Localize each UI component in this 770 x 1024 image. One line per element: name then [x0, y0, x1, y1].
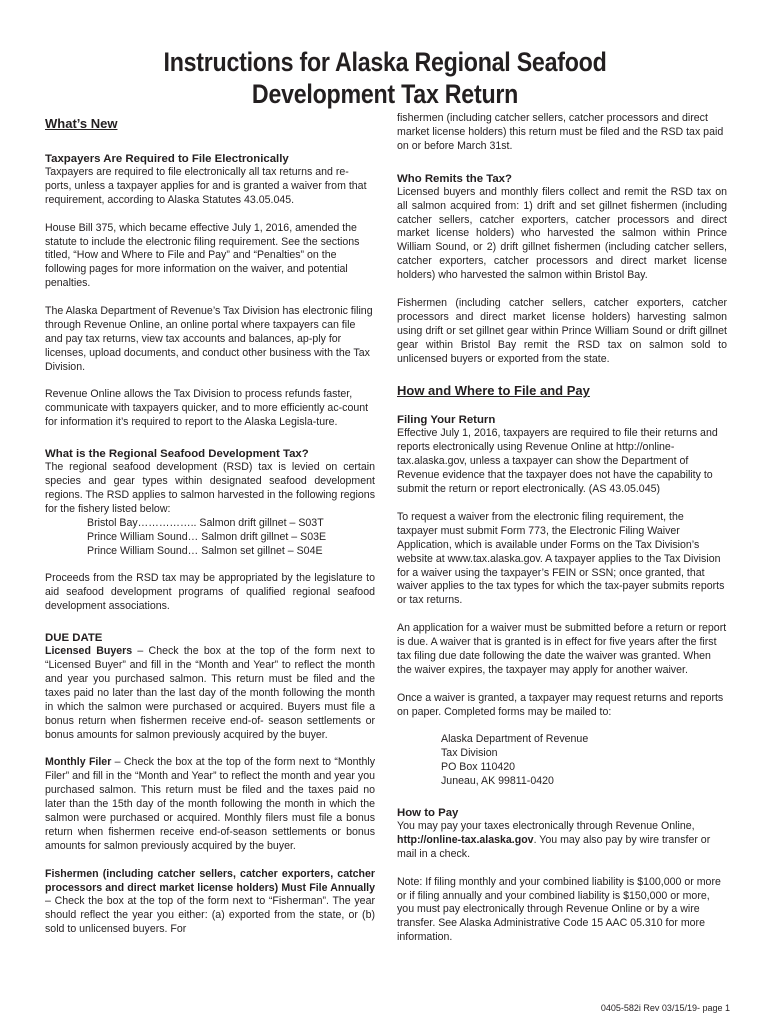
- electronic-filing-paragraph-3: The Alaska Department of Revenue’s Tax Division has electronic filing through Revenue Online, an online portal where taxpayers can file and pay tax returns, view tax accounts and balances, ap-ply for licenses, upload documents, and conduct other business with the Tax Division.: [45, 305, 373, 373]
- payment-note: Note: If filing monthly and your combined liability is $100,000 or more or if filing annually and your combined liability is $150,000 or more, you must pay electronically through Revenue Online or by a wire transfer. See Alaska Administrative Code 15 AAC 05.310 for more information.: [397, 875, 721, 944]
- how-where-file-pay-heading: How and Where to File and Pay: [397, 383, 590, 399]
- how-to-pay-paragraph: [397, 820, 727, 862]
- monthly-filer-text: – Check the box at the top of the form next to “Monthly Filer” and fill in the “Month and Year” to reflect the month and year you purchased salmon. This return must be filed and the taxes paid no later than the 15th day of the month following the month in which the salmon were purchased or acquired. Monthly filers must file a bonus return when fishermen receive end-of-season settlements or bonus amounts for salmon previously acquired by the buyer.: [45, 756, 376, 852]
- left-column: [45, 112, 375, 937]
- revenue-online-link[interactable]: http://online-tax.alaska.gov: [397, 833, 534, 846]
- due-date-heading: DUE DATE: [45, 632, 103, 645]
- who-remits-heading: Who Remits the Tax?: [397, 172, 512, 185]
- fishermen-paragraph: [45, 868, 375, 938]
- fishery-item: Prince William Sound… Salmon set gillnet – S04E: [87, 544, 323, 557]
- mailing-address: [397, 733, 727, 789]
- address-line: Alaska Department of Revenue: [441, 733, 589, 746]
- electronic-filing-paragraph-1: Taxpayers are required to file electronically all tax returns and re-ports, unless a taxpayer applies for and is granted a waiver from that requirement, according to Alaska Statutes 43.05.045.: [45, 166, 367, 206]
- licensed-buyers-text: – Check the box at the top of the form next to “Licensed Buyer” and fill in the “Month and Year” to reflect the month and year you purchased salmon. This return must be filed and the taxes paid no later than the last day of the month following the month in which the salmon were purchased or acquired. Buyers must file a bonus return when fishermen receive end-of- season settlements or bonus amounts for salmon previously acquired by the buyer.: [45, 645, 375, 741]
- filing-paragraph-2: To request a waiver from the electronic filing requirement, the taxpayer must submit Form 773, the Electronic Filing Waiver Application, which is available under Forms on the Tax Division’s website at www.tax.alaska.gov. A taxpayer applies to the Tax Division for a waiver using the taxpayer’s FEIN or SSN; once granted, that waiver applies to the tax types for which the tax-payer submits reports or tax returns.: [397, 510, 725, 607]
- monthly-filer-paragraph: [45, 756, 375, 853]
- rsd-tax-heading: What is the Regional Seafood Development Tax?: [45, 448, 309, 461]
- how-to-pay-heading: How to Pay: [397, 806, 459, 819]
- title-line-1: Instructions for Alaska Regional Seafood: [163, 47, 607, 77]
- fishermen-label: Fishermen (including catcher sellers, catcher exporters, catcher processors and direct market license holders) Must File Annually: [45, 867, 375, 894]
- filing-paragraph-1: Effective July 1, 2016, taxpayers are required to file their returns and reports electronically using Revenue Online at http://online-tax.alaska.gov, unless a taxpayer can show the Department of Revenue evidence that the taxpayer does not have the capability to submit the return or report electronically. (AS 43.05.045): [397, 427, 718, 496]
- licensed-buyers-paragraph: [45, 645, 375, 742]
- monthly-filer-label: Monthly Filer: [45, 756, 112, 769]
- fishermen-continued-paragraph: fishermen (including catcher sellers, catcher processors and direct market license holders) this return must be filed and the RSD tax paid on or before March 31st.: [397, 112, 724, 152]
- pay-text-2: . You may also pay by wire transfer or mail in a check.: [397, 833, 711, 860]
- fishermen-text: – Check the box at the top of the form next to “Fisherman”. The year should reflect the year you either: (a) exported from the state, or (b) sold to unlicensed buyers. For: [45, 895, 375, 936]
- page-title: [54, 46, 716, 110]
- form-number-footer: 0405-582i Rev 03/15/19- page 1: [600, 1003, 730, 1013]
- address-line: PO Box 110420: [441, 761, 516, 774]
- title-line-2: Development Tax Return: [251, 79, 519, 109]
- rsd-tax-paragraph-1: The regional seafood development (RSD) tax is levied on certain species and gear types within designated seafood development regions. The RSD applies to salmon harvested in the following regions for the fishery listed below:: [45, 461, 375, 515]
- pay-text-1: You may pay your taxes electronically through Revenue Online,: [397, 819, 695, 832]
- address-line: Tax Division: [441, 747, 498, 760]
- right-column: [397, 112, 727, 945]
- address-line: Juneau, AK 99811-0420: [441, 775, 554, 788]
- whats-new-heading: What’s New: [45, 116, 118, 131]
- fishery-item: Bristol Bay…………….. Salmon drift gillnet – S03T: [87, 516, 324, 529]
- who-remits-paragraph-1: Licensed buyers and monthly filers collect and remit the RSD tax on all salmon acquired from: 1) drift and set gillnet fishermen (including catcher sellers, catcher exporters, catcher processors and direct market license holders) who harvested the salmon within Prince William Sound, or 2) drift gillnet fishermen (including catcher sellers, catcher exporters, catcher processors and direct market license holders) who harvested the salmon within Bristol Bay.: [397, 185, 727, 282]
- who-remits-paragraph-2: Fishermen (including catcher sellers, catcher exporters, catcher processors and direct market license holders) harvesting salmon using drift or set gillnet gear within Prince William Sound or drift gillnet gear within Bristol Bay remit the RSD tax on salmon sold to unlicensed buyers or exported from the state.: [397, 296, 727, 365]
- rsd-tax-paragraph-2: Proceeds from the RSD tax may be appropriated by the legislature to aid seafood development programs of qualified regional seafood development associations.: [45, 572, 375, 613]
- fishery-list: [45, 517, 375, 559]
- electronic-filing-paragraph-4: Revenue Online allows the Tax Division to process refunds faster, communicate with taxpayers quicker, and to more efficiently ac-count for information it’s required to report to the Alaska Legisla-ture.: [45, 388, 369, 429]
- electronic-filing-paragraph-2: House Bill 375, which became effective July 1, 2016, amended the statute to include the electronic filing requirement. See the sections titled, “How and Where to File and Pay” and “Penalties” on the following pages for more information on the waiver, and potential penalties.: [45, 221, 360, 290]
- fishery-item: Prince William Sound… Salmon drift gillnet – S03E: [87, 530, 327, 543]
- electronic-filing-heading: Taxpayers Are Required to File Electronically: [45, 153, 289, 165]
- filing-paragraph-4: Once a waiver is granted, a taxpayer may request returns and reports on paper. Completed forms may be mailed to:: [397, 691, 724, 718]
- licensed-buyers-label: Licensed Buyers: [45, 645, 133, 658]
- filing-paragraph-3: An application for a waiver must be submitted before a return or report is due. A waiver that is granted is in effect for five years after the first tax filing due date following the date the waiver was granted. When the waiver expires, the taxpayer may apply for another waiver.: [397, 622, 727, 676]
- filing-your-return-heading: Filing Your Return: [397, 414, 496, 427]
